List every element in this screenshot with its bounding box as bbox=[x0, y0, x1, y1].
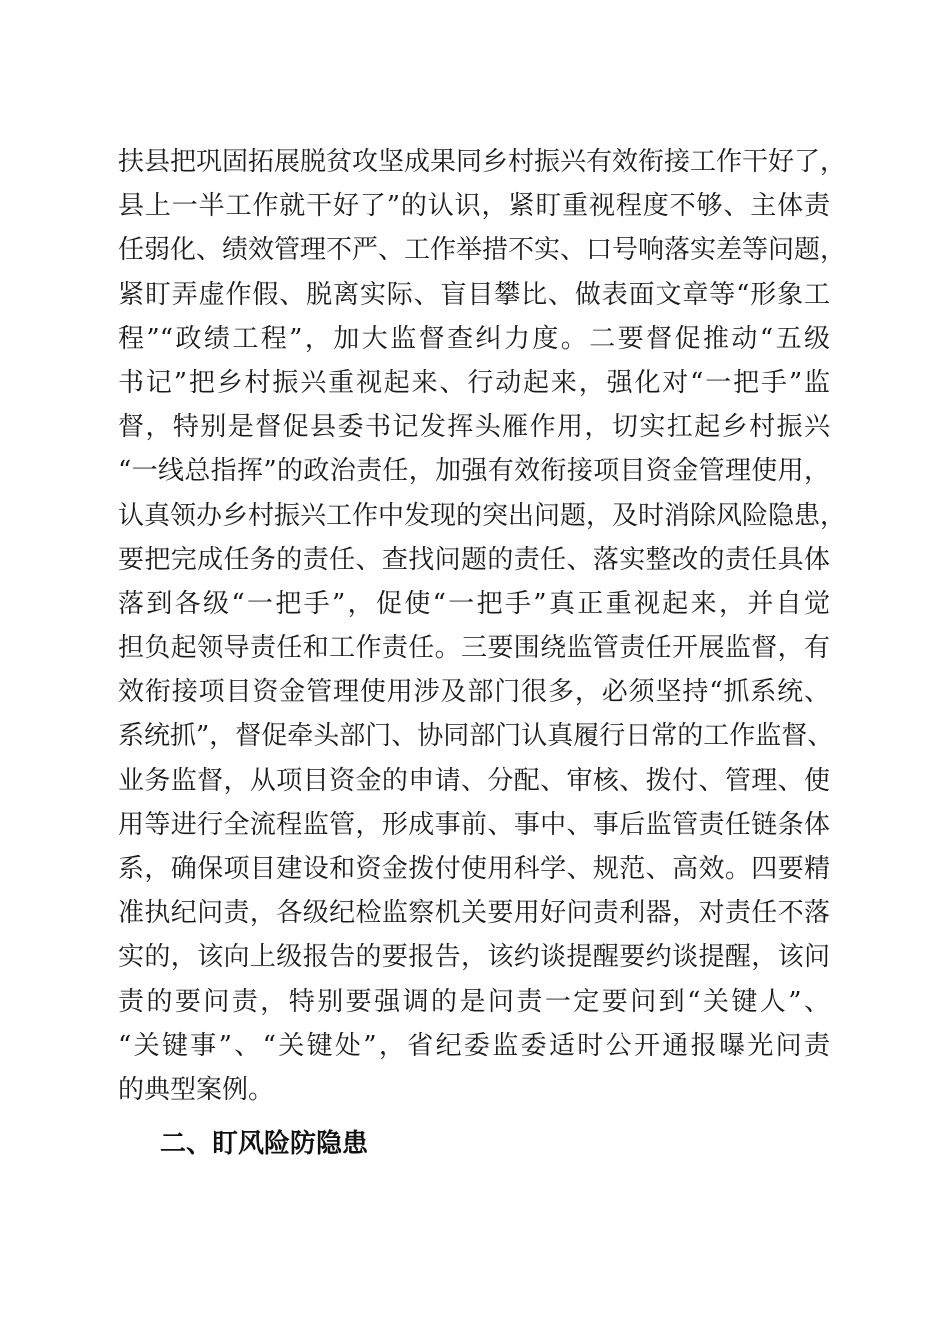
paragraph-line: 准执纪问责，各级纪检监察机关要用好问责利器，对责任不落 bbox=[118, 898, 830, 929]
paragraph-line: 县上一半工作就干好了”的认识，紧盯重视程度不够、主体责 bbox=[118, 191, 830, 222]
paragraph-line: 落到各级“一把手”，促使“一把手”真正重视起来，并自觉 bbox=[118, 588, 830, 619]
paragraph-line: 任弱化、绩效管理不严、工作举措不实、口号响落实差等问题， bbox=[118, 235, 847, 266]
paragraph-line: 效衔接项目资金管理使用涉及部门很多，必须坚持“抓系统、 bbox=[118, 677, 830, 708]
paragraph-line: “关键事”、“关键处”，省纪委监委适时公开通报曝光问责 bbox=[118, 1030, 830, 1061]
paragraph-line: 的典型案例。 bbox=[118, 1074, 275, 1105]
paragraph-line: 紧盯弄虚作假、脱离实际、盲目攀比、做表面文章等“形象工 bbox=[118, 279, 830, 310]
paragraph-line: 要把完成任务的责任、查找问题的责任、落实整改的责任具体 bbox=[118, 544, 830, 575]
paragraph-line: 实的，该向上级报告的要报告，该约谈提醒要约谈提醒，该问 bbox=[118, 942, 830, 973]
paragraph-line: 认真领办乡村振兴工作中发现的突出问题，及时消除风险隐患， bbox=[118, 500, 847, 531]
paragraph-line: 系，确保项目建设和资金拨付使用科学、规范、高效。四要精 bbox=[118, 854, 830, 884]
paragraph-line: “一线总指挥”的政治责任，加强有效衔接项目资金管理使用， bbox=[118, 456, 830, 487]
paragraph-line: 担负起领导责任和工作责任。三要围绕监管责任开展监督，有 bbox=[118, 633, 830, 664]
paragraph-line: 书记”把乡村振兴重视起来、行动起来，强化对“一把手”监 bbox=[118, 367, 830, 398]
paragraph-line: 扶县把巩固拓展脱贫攻坚成果同乡村振兴有效衔接工作干好了， bbox=[118, 147, 847, 177]
paragraph-line: 督，特别是督促县委书记发挥头雁作用，切实扛起乡村振兴 bbox=[118, 412, 830, 443]
paragraph-line: 程”“政绩工程”，加大监督查纠力度。二要督促推动“五级 bbox=[118, 323, 830, 354]
paragraph-line: 责的要问责，特别要强调的是问责一定要问到“关键人”、 bbox=[118, 986, 830, 1017]
body-paragraph bbox=[118, 140, 847, 1112]
paragraph-line: 业务监督，从项目资金的申请、分配、审核、拨付、管理、使 bbox=[118, 765, 830, 796]
paragraph-line: 用等进行全流程监管，形成事前、事中、事后监管责任链条体 bbox=[118, 809, 830, 840]
section-heading: 二、盯风险防隐患 bbox=[160, 1129, 369, 1159]
paragraph-line: 系统抓”，督促牵头部门、协同部门认真履行日常的工作监督、 bbox=[118, 721, 834, 752]
